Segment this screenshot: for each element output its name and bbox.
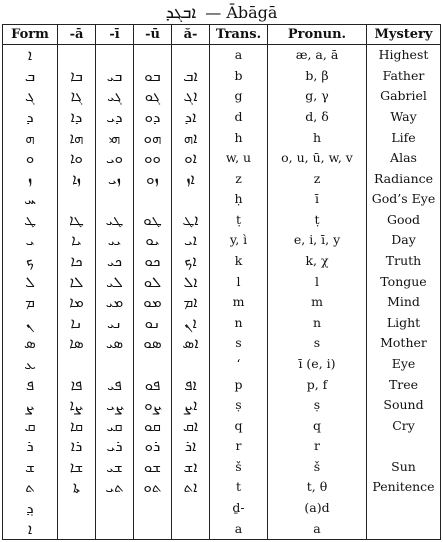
cell-pronun: m xyxy=(268,292,367,313)
cell-form: ܗ xyxy=(3,127,58,148)
table-row xyxy=(3,271,441,292)
cell-pronun: e, i, ī, y xyxy=(268,230,367,251)
cell-form: ܫ xyxy=(3,457,58,478)
cell-a: ܪܐ xyxy=(58,436,96,457)
cell-a: ܟܐ xyxy=(58,251,96,272)
cell-form: ܪ xyxy=(3,436,58,457)
cell-mystery: Alas xyxy=(367,148,441,169)
table-row xyxy=(3,107,441,128)
cell-trans: g xyxy=(210,86,268,107)
cell-trans: k xyxy=(210,251,268,272)
cell-pronun: t, θ xyxy=(268,477,367,498)
cell-a: ܕܐ xyxy=(58,107,96,128)
cell-form: ܥ xyxy=(3,354,58,375)
cell-trans: p xyxy=(210,374,268,395)
cell-trans: l xyxy=(210,271,268,292)
cell-u: ܣܘ xyxy=(134,333,172,354)
page-title xyxy=(0,2,443,24)
cell-a xyxy=(58,498,96,519)
cell-u xyxy=(134,189,172,210)
cell-form: ܡ xyxy=(3,292,58,313)
cell-mystery: Day xyxy=(367,230,441,251)
cell-ab: ܐܗ xyxy=(172,127,210,148)
cell-form: ܕ݂ xyxy=(3,498,58,519)
table-row xyxy=(3,66,441,87)
cell-u: ܦܘ xyxy=(134,374,172,395)
cell-form: ܕ xyxy=(3,107,58,128)
cell-ab: ܐܩ xyxy=(172,415,210,436)
table-row xyxy=(3,127,441,148)
cell-ab: ܐܦ xyxy=(172,374,210,395)
table-row xyxy=(3,436,441,457)
cell-ab xyxy=(172,498,210,519)
table-row xyxy=(3,210,441,231)
cell-pronun: o, u, ū, w, v xyxy=(268,148,367,169)
title-script: ܐܒܓܕ xyxy=(165,3,197,23)
cell-trans: h xyxy=(210,127,268,148)
cell-mystery: Radiance xyxy=(367,168,441,189)
cell-mystery: Tongue xyxy=(367,271,441,292)
cell-u: ܨܘ xyxy=(134,395,172,416)
cell-a: ܩܐ xyxy=(58,415,96,436)
cell-form: ܟ xyxy=(3,251,58,272)
cell-u: ܟܘ xyxy=(134,251,172,272)
header-i: -ī xyxy=(96,25,134,45)
cell-trans: š xyxy=(210,457,268,478)
cell-pronun: š xyxy=(268,457,367,478)
cell-pronun: q xyxy=(268,415,367,436)
cell-a: ܓܐ xyxy=(58,86,96,107)
cell-trans: q xyxy=(210,415,268,436)
cell-a: ܒܐ xyxy=(58,66,96,87)
cell-i xyxy=(96,518,134,539)
table-row xyxy=(3,374,441,395)
cell-trans: a xyxy=(210,518,268,539)
cell-i: ܫܝ xyxy=(96,457,134,478)
cell-u: ܩܘ xyxy=(134,415,172,436)
cell-a: ܘܐ xyxy=(58,148,96,169)
cell-pronun: h xyxy=(268,127,367,148)
cell-pronun: g, γ xyxy=(268,86,367,107)
cell-a xyxy=(58,189,96,210)
table-row xyxy=(3,415,441,436)
cell-mystery: Truth xyxy=(367,251,441,272)
cell-form: ܠ xyxy=(3,271,58,292)
table-row xyxy=(3,477,441,498)
header-mystery: Mystery xyxy=(367,25,441,45)
header-row xyxy=(3,25,441,45)
table-row xyxy=(3,148,441,169)
cell-a xyxy=(58,45,96,66)
cell-pronun: a xyxy=(268,518,367,539)
cell-mystery xyxy=(367,498,441,519)
cell-ab: ܐܛ xyxy=(172,210,210,231)
cell-ab: ܐܡ xyxy=(172,292,210,313)
cell-trans: ḏ- xyxy=(210,498,268,519)
cell-trans: ‘ xyxy=(210,354,268,375)
cell-mystery xyxy=(367,518,441,539)
cell-i: ܢܝ xyxy=(96,313,134,334)
table-row xyxy=(3,518,441,539)
title-name: Ābāgā xyxy=(226,3,278,22)
cell-a: ܡܐ xyxy=(58,292,96,313)
cell-a: ܦܐ xyxy=(58,374,96,395)
cell-ab xyxy=(172,45,210,66)
cell-trans: y, ì xyxy=(210,230,268,251)
cell-ab: ܐܘ xyxy=(172,148,210,169)
cell-form: ܢ xyxy=(3,313,58,334)
cell-ab: ܐܟ xyxy=(172,251,210,272)
cell-i: ܝܝ xyxy=(96,230,134,251)
cell-i: ܩܝ xyxy=(96,415,134,436)
table-row xyxy=(3,395,441,416)
cell-i: ܗܝ xyxy=(96,127,134,148)
alphabet-table xyxy=(2,24,441,540)
cell-u xyxy=(134,354,172,375)
cell-mystery: Penitence xyxy=(367,477,441,498)
cell-i: ܟܝ xyxy=(96,251,134,272)
cell-i: ܡܝ xyxy=(96,292,134,313)
cell-u: ܪܘ xyxy=(134,436,172,457)
cell-trans: d xyxy=(210,107,268,128)
table-row xyxy=(3,86,441,107)
cell-pronun: ī (e, i) xyxy=(268,354,367,375)
cell-i: ܕܝ xyxy=(96,107,134,128)
cell-ab: ܐܫ xyxy=(172,457,210,478)
cell-trans: s xyxy=(210,333,268,354)
cell-mystery: God’s Eye xyxy=(367,189,441,210)
cell-a: ܗܐ xyxy=(58,127,96,148)
cell-ab: ܐܙ xyxy=(172,168,210,189)
cell-pronun: b, β xyxy=(268,66,367,87)
cell-mystery: Way xyxy=(367,107,441,128)
cell-trans: t xyxy=(210,477,268,498)
cell-i: ܛܝ xyxy=(96,210,134,231)
cell-ab: ܐܝ xyxy=(172,230,210,251)
cell-i xyxy=(96,354,134,375)
cell-mystery: Gabriel xyxy=(367,86,441,107)
cell-u: ܡܘ xyxy=(134,292,172,313)
cell-u: ܒܘ xyxy=(134,66,172,87)
table-row xyxy=(3,354,441,375)
cell-pronun: ṣ xyxy=(268,395,367,416)
cell-form: ܬ xyxy=(3,477,58,498)
cell-pronun: d, δ xyxy=(268,107,367,128)
cell-ab: ܐܣ xyxy=(172,333,210,354)
cell-i xyxy=(96,189,134,210)
cell-form: ܨ xyxy=(3,395,58,416)
cell-ab xyxy=(172,189,210,210)
cell-u: ܕܘ xyxy=(134,107,172,128)
cell-ab: ܐܒ xyxy=(172,66,210,87)
cell-a: ܝܐ xyxy=(58,230,96,251)
cell-trans: m xyxy=(210,292,268,313)
cell-mystery: Good xyxy=(367,210,441,231)
cell-u xyxy=(134,45,172,66)
cell-form: ܦ xyxy=(3,374,58,395)
cell-u xyxy=(134,518,172,539)
cell-trans: ṣ xyxy=(210,395,268,416)
header-u: -ū xyxy=(134,25,172,45)
header-a: -ā xyxy=(58,25,96,45)
cell-trans: n xyxy=(210,313,268,334)
cell-i: ܘܝ xyxy=(96,148,134,169)
table-row xyxy=(3,292,441,313)
cell-i: ܦܝ xyxy=(96,374,134,395)
table-row xyxy=(3,189,441,210)
cell-i: ܠܝ xyxy=(96,271,134,292)
cell-u: ܢܘ xyxy=(134,313,172,334)
cell-a: ܢܐ xyxy=(58,313,96,334)
cell-u: ܛܘ xyxy=(134,210,172,231)
cell-ab: ܐܢ xyxy=(172,313,210,334)
cell-i: ܨܝ xyxy=(96,395,134,416)
table-row xyxy=(3,251,441,272)
cell-form: ܓ xyxy=(3,86,58,107)
cell-pronun: l xyxy=(268,271,367,292)
table-row xyxy=(3,45,441,66)
cell-i xyxy=(96,45,134,66)
cell-ab: ܐܕ xyxy=(172,107,210,128)
cell-mystery: Highest xyxy=(367,45,441,66)
cell-u: ܫܘ xyxy=(134,457,172,478)
cell-form: ܣ xyxy=(3,333,58,354)
cell-form: ܝ xyxy=(3,230,58,251)
cell-ab: ܐܨ xyxy=(172,395,210,416)
cell-form: ܒ xyxy=(3,66,58,87)
table-row xyxy=(3,333,441,354)
cell-mystery: Life xyxy=(367,127,441,148)
cell-ab xyxy=(172,518,210,539)
table-row xyxy=(3,230,441,251)
header-trans: Trans. xyxy=(210,25,268,45)
cell-ab: ܐܬ xyxy=(172,477,210,498)
cell-i: ܓܝ xyxy=(96,86,134,107)
cell-form: ܐ xyxy=(3,518,58,539)
header-ab: ă- xyxy=(172,25,210,45)
cell-ab xyxy=(172,354,210,375)
table-row xyxy=(3,168,441,189)
cell-u: ܬܘ xyxy=(134,477,172,498)
cell-pronun: z xyxy=(268,168,367,189)
cell-pronun: (a)d xyxy=(268,498,367,519)
cell-ab: ܐܓ xyxy=(172,86,210,107)
cell-a xyxy=(58,518,96,539)
cell-i: ܒܝ xyxy=(96,66,134,87)
cell-u: ܘܘ xyxy=(134,148,172,169)
cell-form: ܘ xyxy=(3,148,58,169)
cell-a: ܛܐ xyxy=(58,210,96,231)
cell-pronun: æ, a, ā xyxy=(268,45,367,66)
cell-form: ܚ xyxy=(3,189,58,210)
cell-mystery: Mother xyxy=(367,333,441,354)
table-body xyxy=(3,45,441,540)
table-row xyxy=(3,498,441,519)
cell-pronun: k, χ xyxy=(268,251,367,272)
cell-pronun: ī xyxy=(268,189,367,210)
cell-a: ܠܐ xyxy=(58,271,96,292)
title-dash: — xyxy=(205,3,222,22)
cell-ab: ܐܠ xyxy=(172,271,210,292)
cell-mystery: Cry xyxy=(367,415,441,436)
cell-pronun: n xyxy=(268,313,367,334)
cell-form: ܛ xyxy=(3,210,58,231)
cell-i xyxy=(96,498,134,519)
cell-a: ܨܐ xyxy=(58,395,96,416)
cell-i: ܙܝ xyxy=(96,168,134,189)
cell-trans: r xyxy=(210,436,268,457)
cell-form: ܙ xyxy=(3,168,58,189)
cell-u: ܝܘ xyxy=(134,230,172,251)
table-row xyxy=(3,313,441,334)
cell-mystery: Father xyxy=(367,66,441,87)
cell-i: ܬܝ xyxy=(96,477,134,498)
cell-pronun: p, f xyxy=(268,374,367,395)
cell-i: ܣܝ xyxy=(96,333,134,354)
cell-u xyxy=(134,498,172,519)
header-form: Form xyxy=(3,25,58,45)
cell-i: ܪܝ xyxy=(96,436,134,457)
cell-mystery: Sun xyxy=(367,457,441,478)
cell-u: ܓܘ xyxy=(134,86,172,107)
header-pronun: Pronun. xyxy=(268,25,367,45)
cell-mystery: Sound xyxy=(367,395,441,416)
cell-form: ܐ xyxy=(3,45,58,66)
cell-a: ܙܐ xyxy=(58,168,96,189)
cell-mystery: Eye xyxy=(367,354,441,375)
cell-a: ܫܐ xyxy=(58,457,96,478)
cell-trans: a xyxy=(210,45,268,66)
table-row xyxy=(3,457,441,478)
cell-a: ܬܐ xyxy=(58,477,96,498)
cell-mystery: Tree xyxy=(367,374,441,395)
cell-trans: z xyxy=(210,168,268,189)
cell-mystery: Mind xyxy=(367,292,441,313)
cell-a: ܣܐ xyxy=(58,333,96,354)
cell-trans: w, u xyxy=(210,148,268,169)
cell-mystery: Light xyxy=(367,313,441,334)
cell-u: ܙܘ xyxy=(134,168,172,189)
cell-trans: b xyxy=(210,66,268,87)
cell-u: ܠܘ xyxy=(134,271,172,292)
cell-a xyxy=(58,354,96,375)
cell-u: ܗܘ xyxy=(134,127,172,148)
cell-form: ܩ xyxy=(3,415,58,436)
cell-mystery xyxy=(367,436,441,457)
cell-pronun: ṭ xyxy=(268,210,367,231)
cell-trans: ḥ xyxy=(210,189,268,210)
cell-pronun: r xyxy=(268,436,367,457)
cell-pronun: s xyxy=(268,333,367,354)
cell-ab: ܐܪ xyxy=(172,436,210,457)
cell-trans: ṭ xyxy=(210,210,268,231)
